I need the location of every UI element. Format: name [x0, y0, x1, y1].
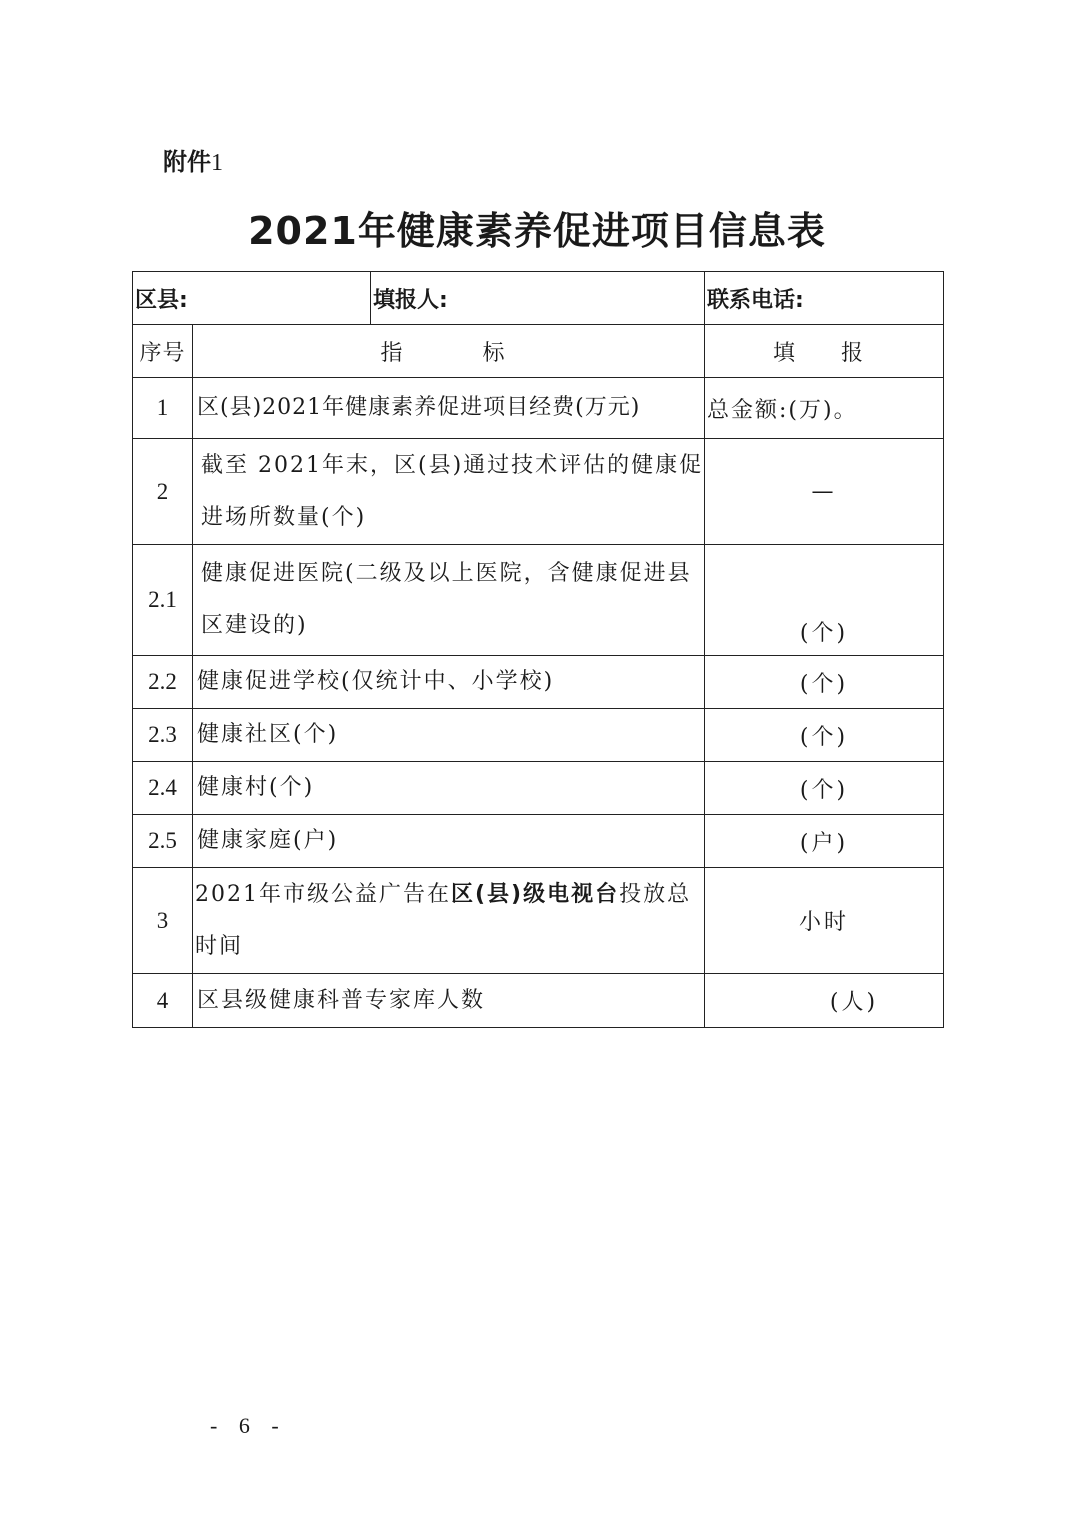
row-seq: 3 [133, 868, 193, 974]
table-row [133, 378, 944, 439]
col-header-indicator: 指 标 [193, 325, 705, 378]
col-header-fill: 填 报 [705, 325, 944, 378]
row-indicator: 健康促进医院(二级及以上医院，含健康促进县区建设的) [193, 545, 705, 656]
row-fill[interactable]: (个) [705, 656, 944, 709]
row-indicator: 2021年市级公益广告在区(县)级电视台投放总时间 [193, 868, 705, 974]
row-indicator: 区(县)2021年健康素养促进项目经费(万元) [193, 378, 705, 439]
row-fill[interactable]: (个) [705, 709, 944, 762]
row-fill[interactable]: (户) [705, 815, 944, 868]
row-indicator: 健康促进学校(仅统计中、小学校) [193, 656, 705, 709]
row-fill: — [705, 439, 944, 545]
row-seq: 2.4 [133, 762, 193, 815]
row-seq: 2.2 [133, 656, 193, 709]
table-row [133, 974, 944, 1028]
row-indicator: 区县级健康科普专家库人数 [193, 974, 705, 1028]
attachment-label: 附件1 [163, 148, 223, 176]
info-table [132, 271, 944, 1028]
row-fill[interactable]: (人) [705, 974, 944, 1028]
table-row [133, 709, 944, 762]
row-fill[interactable]: 小时 [705, 868, 944, 974]
table-row [133, 815, 944, 868]
page-number: - 6 - [210, 1413, 287, 1438]
table-row [133, 868, 944, 974]
col-header-seq: 序号 [133, 325, 193, 378]
row-fill[interactable]: (个) [705, 545, 944, 656]
row-fill[interactable]: (个) [705, 762, 944, 815]
phone-field[interactable]: 联系电话: [705, 272, 944, 325]
row-indicator: 健康家庭(户) [193, 815, 705, 868]
row-seq: 2.3 [133, 709, 193, 762]
row-indicator: 截至 2021年末，区(县)通过技术评估的健康促进场所数量(个) [193, 439, 705, 545]
row-fill[interactable]: 总金额:(万)。 [705, 378, 944, 439]
row-indicator: 健康村(个) [193, 762, 705, 815]
table-row [133, 762, 944, 815]
table-row [133, 656, 944, 709]
row-seq: 1 [133, 378, 193, 439]
table-row [133, 545, 944, 656]
row-seq: 2.1 [133, 545, 193, 656]
district-field[interactable]: 区县: [133, 272, 371, 325]
page-title: 2021年健康素养促进项目信息表 [248, 209, 826, 253]
table-row [133, 439, 944, 545]
filler-field[interactable]: 填报人: [371, 272, 705, 325]
row-indicator: 健康社区(个) [193, 709, 705, 762]
row-seq: 2 [133, 439, 193, 545]
row-seq: 2.5 [133, 815, 193, 868]
row-seq: 4 [133, 974, 193, 1028]
